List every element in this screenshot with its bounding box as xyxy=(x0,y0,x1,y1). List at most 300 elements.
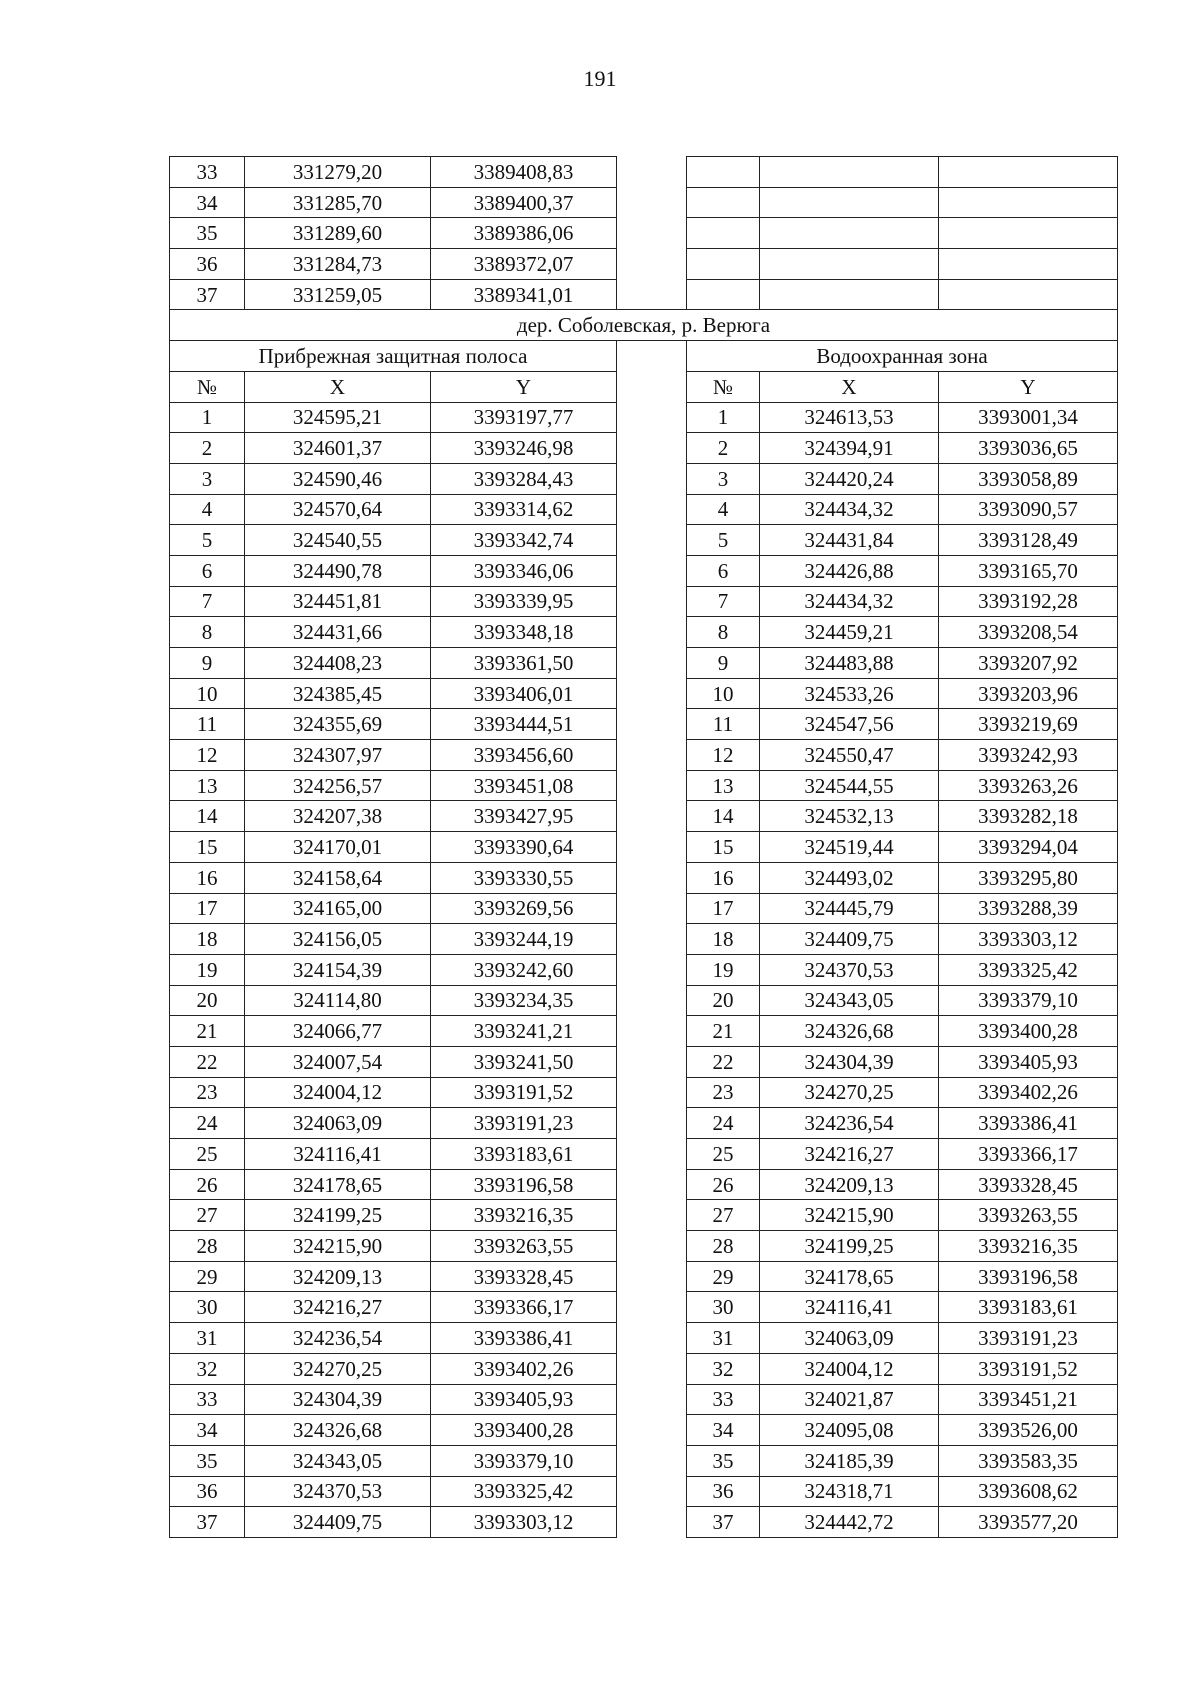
y-coordinate-cell: 3389341,01 xyxy=(431,279,617,310)
x-coordinate-cell: 324165,00 xyxy=(245,893,431,924)
y-coordinate-cell: 3393346,06 xyxy=(431,555,617,586)
y-coordinate-cell: 3393314,62 xyxy=(431,494,617,525)
point-number-cell: 28 xyxy=(170,1231,245,1262)
y-coordinate-cell: 3393234,35 xyxy=(431,985,617,1016)
column-gap xyxy=(617,525,687,556)
section-title: дер. Соболевская, р. Верюга xyxy=(170,310,1118,341)
y-coordinate-cell: 3393207,92 xyxy=(939,648,1118,679)
table-row xyxy=(170,555,1118,586)
table-row xyxy=(170,770,1118,801)
y-coordinate-cell: 3393608,62 xyxy=(939,1476,1118,1507)
table-row xyxy=(170,1200,1118,1231)
y-coordinate-cell: 3389372,07 xyxy=(431,249,617,280)
y-coordinate-cell: 3393196,58 xyxy=(939,1261,1118,1292)
point-number-cell: 34 xyxy=(170,1415,245,1446)
table-row xyxy=(170,954,1118,985)
x-coordinate-cell: 324343,05 xyxy=(760,985,939,1016)
point-number-cell: 23 xyxy=(687,1077,760,1108)
x-coordinate-cell: 324095,08 xyxy=(760,1415,939,1446)
point-number-cell: 25 xyxy=(170,1139,245,1170)
x-coordinate-cell: 324532,13 xyxy=(760,801,939,832)
x-coordinate-cell: 331285,70 xyxy=(245,187,431,218)
column-gap xyxy=(617,1507,687,1538)
y-coordinate-cell: 3393295,80 xyxy=(939,862,1118,893)
table-row xyxy=(170,862,1118,893)
point-number-cell: 18 xyxy=(170,924,245,955)
point-number-cell: 16 xyxy=(170,862,245,893)
x-coordinate-cell: 324170,01 xyxy=(245,832,431,863)
table-row xyxy=(170,1016,1118,1047)
x-coordinate-cell: 324408,23 xyxy=(245,648,431,679)
table-row xyxy=(170,1292,1118,1323)
table-row xyxy=(170,1077,1118,1108)
column-gap xyxy=(617,740,687,771)
y-header: Y xyxy=(431,371,617,402)
y-coordinate-cell: 3389408,83 xyxy=(431,157,617,188)
y-coordinate-cell: 3393402,26 xyxy=(939,1077,1118,1108)
x-coordinate-cell: 324154,39 xyxy=(245,954,431,985)
y-coordinate-cell: 3393246,98 xyxy=(431,433,617,464)
x-coordinate-cell: 324409,75 xyxy=(245,1507,431,1538)
y-coordinate-cell: 3393216,35 xyxy=(939,1231,1118,1262)
x-coordinate-cell: 324431,66 xyxy=(245,617,431,648)
point-number-cell: 8 xyxy=(687,617,760,648)
column-gap xyxy=(617,1476,687,1507)
point-number-cell: 5 xyxy=(687,525,760,556)
x-coordinate-cell: 331289,60 xyxy=(245,218,431,249)
table-row xyxy=(170,1231,1118,1262)
empty-cell xyxy=(760,249,939,280)
point-number-cell: 27 xyxy=(687,1200,760,1231)
point-number-cell: 33 xyxy=(687,1384,760,1415)
x-coordinate-cell: 324063,09 xyxy=(245,1108,431,1139)
y-coordinate-cell: 3393451,21 xyxy=(939,1384,1118,1415)
point-number-cell: 23 xyxy=(170,1077,245,1108)
y-coordinate-cell: 3393451,08 xyxy=(431,770,617,801)
x-coordinate-cell: 324326,68 xyxy=(760,1016,939,1047)
point-number-cell: 37 xyxy=(687,1507,760,1538)
y-coordinate-cell: 3393282,18 xyxy=(939,801,1118,832)
point-number-header: № xyxy=(687,371,760,402)
table-row xyxy=(170,1261,1118,1292)
x-coordinate-cell: 324409,75 xyxy=(760,924,939,955)
point-number-cell: 14 xyxy=(687,801,760,832)
y-coordinate-cell: 3393386,41 xyxy=(939,1108,1118,1139)
column-gap xyxy=(617,586,687,617)
column-gap xyxy=(617,1415,687,1446)
y-coordinate-cell: 3393328,45 xyxy=(431,1261,617,1292)
x-coordinate-cell: 324178,65 xyxy=(245,1169,431,1200)
point-number-cell: 32 xyxy=(687,1353,760,1384)
x-coordinate-cell: 324216,27 xyxy=(245,1292,431,1323)
table-row xyxy=(170,218,1118,249)
y-coordinate-cell: 3393263,26 xyxy=(939,770,1118,801)
x-header: X xyxy=(245,371,431,402)
point-number-cell: 12 xyxy=(687,740,760,771)
empty-cell xyxy=(939,218,1118,249)
coordinates-table xyxy=(169,156,1118,1538)
point-number-cell: 18 xyxy=(687,924,760,955)
empty-cell xyxy=(760,218,939,249)
column-gap xyxy=(617,1445,687,1476)
column-gap xyxy=(617,954,687,985)
column-gap xyxy=(617,371,687,402)
empty-cell xyxy=(687,279,760,310)
x-coordinate-cell: 324601,37 xyxy=(245,433,431,464)
column-gap xyxy=(617,893,687,924)
x-coordinate-cell: 324215,90 xyxy=(760,1200,939,1231)
y-coordinate-cell: 3393241,50 xyxy=(431,1046,617,1077)
point-number-cell: 1 xyxy=(170,402,245,433)
point-number-cell: 14 xyxy=(170,801,245,832)
table-row xyxy=(170,187,1118,218)
point-number-cell: 29 xyxy=(687,1261,760,1292)
table-row xyxy=(170,648,1118,679)
column-gap xyxy=(617,678,687,709)
x-coordinate-cell: 324490,78 xyxy=(245,555,431,586)
point-number-cell: 2 xyxy=(170,433,245,464)
y-coordinate-cell: 3393325,42 xyxy=(431,1476,617,1507)
y-coordinate-cell: 3393361,50 xyxy=(431,648,617,679)
column-gap xyxy=(617,494,687,525)
point-number-cell: 10 xyxy=(687,678,760,709)
y-coordinate-cell: 3393405,93 xyxy=(939,1046,1118,1077)
table-row xyxy=(170,402,1118,433)
y-coordinate-cell: 3393444,51 xyxy=(431,709,617,740)
x-coordinate-cell: 324483,88 xyxy=(760,648,939,679)
x-coordinate-cell: 324066,77 xyxy=(245,1016,431,1047)
column-gap xyxy=(617,402,687,433)
point-number-cell: 17 xyxy=(687,893,760,924)
section-title-row xyxy=(170,310,1118,341)
column-gap xyxy=(617,1046,687,1077)
table-row xyxy=(170,494,1118,525)
point-number-cell: 35 xyxy=(170,1445,245,1476)
y-coordinate-cell: 3393328,45 xyxy=(939,1169,1118,1200)
y-coordinate-cell: 3393402,26 xyxy=(431,1353,617,1384)
point-number-cell: 7 xyxy=(687,586,760,617)
y-coordinate-cell: 3393577,20 xyxy=(939,1507,1118,1538)
point-number-cell: 19 xyxy=(687,954,760,985)
x-coordinate-cell: 324318,71 xyxy=(760,1476,939,1507)
point-number-cell: 33 xyxy=(170,1384,245,1415)
y-coordinate-cell: 3393191,23 xyxy=(431,1108,617,1139)
point-number-cell: 37 xyxy=(170,279,245,310)
point-number-cell: 31 xyxy=(170,1323,245,1354)
point-number-cell: 26 xyxy=(170,1169,245,1200)
y-coordinate-cell: 3393183,61 xyxy=(939,1292,1118,1323)
point-number-cell: 31 xyxy=(687,1323,760,1354)
x-coordinate-cell: 324116,41 xyxy=(760,1292,939,1323)
y-coordinate-cell: 3393241,21 xyxy=(431,1016,617,1047)
table-row xyxy=(170,279,1118,310)
point-number-cell: 13 xyxy=(687,770,760,801)
table-row xyxy=(170,1108,1118,1139)
x-coordinate-cell: 324426,88 xyxy=(760,555,939,586)
x-coordinate-cell: 324451,81 xyxy=(245,586,431,617)
y-coordinate-cell: 3393244,19 xyxy=(431,924,617,955)
point-number-cell: 19 xyxy=(170,954,245,985)
column-gap xyxy=(617,555,687,586)
point-number-cell: 30 xyxy=(170,1292,245,1323)
point-number-cell: 22 xyxy=(170,1046,245,1077)
y-coordinate-cell: 3393583,35 xyxy=(939,1445,1118,1476)
y-coordinate-cell: 3393330,55 xyxy=(431,862,617,893)
point-number-cell: 17 xyxy=(170,893,245,924)
header-row xyxy=(170,371,1118,402)
y-coordinate-cell: 3393294,04 xyxy=(939,832,1118,863)
y-coordinate-cell: 3393196,58 xyxy=(431,1169,617,1200)
point-number-cell: 29 xyxy=(170,1261,245,1292)
x-coordinate-cell: 324420,24 xyxy=(760,463,939,494)
y-coordinate-cell: 3393216,35 xyxy=(431,1200,617,1231)
column-gap xyxy=(617,1169,687,1200)
column-gap xyxy=(617,218,687,249)
x-coordinate-cell: 324216,27 xyxy=(760,1139,939,1170)
table-row xyxy=(170,157,1118,188)
point-number-cell: 34 xyxy=(687,1415,760,1446)
point-number-cell: 15 xyxy=(687,832,760,863)
coordinates-table-body xyxy=(170,157,1118,1538)
y-coordinate-cell: 3393400,28 xyxy=(431,1415,617,1446)
column-gap xyxy=(617,617,687,648)
x-coordinate-cell: 324236,54 xyxy=(245,1323,431,1354)
x-coordinate-cell: 324199,25 xyxy=(760,1231,939,1262)
column-gap xyxy=(617,709,687,740)
point-number-cell: 33 xyxy=(170,157,245,188)
x-coordinate-cell: 324445,79 xyxy=(760,893,939,924)
table-row xyxy=(170,1353,1118,1384)
x-coordinate-cell: 324021,87 xyxy=(760,1384,939,1415)
point-number-cell: 25 xyxy=(687,1139,760,1170)
x-coordinate-cell: 324613,53 xyxy=(760,402,939,433)
x-coordinate-cell: 324590,46 xyxy=(245,463,431,494)
x-coordinate-cell: 324270,25 xyxy=(245,1353,431,1384)
x-coordinate-cell: 324207,38 xyxy=(245,801,431,832)
x-coordinate-cell: 324459,21 xyxy=(760,617,939,648)
table-row xyxy=(170,1445,1118,1476)
point-number-cell: 30 xyxy=(687,1292,760,1323)
column-gap xyxy=(617,249,687,280)
x-coordinate-cell: 324215,90 xyxy=(245,1231,431,1262)
column-gap xyxy=(617,1353,687,1384)
y-coordinate-cell: 3393366,17 xyxy=(431,1292,617,1323)
point-number-cell: 1 xyxy=(687,402,760,433)
table-row xyxy=(170,709,1118,740)
table-row xyxy=(170,1169,1118,1200)
point-number-cell: 6 xyxy=(170,555,245,586)
x-coordinate-cell: 324209,13 xyxy=(245,1261,431,1292)
x-coordinate-cell: 324442,72 xyxy=(760,1507,939,1538)
y-coordinate-cell: 3393303,12 xyxy=(431,1507,617,1538)
x-coordinate-cell: 324199,25 xyxy=(245,1200,431,1231)
empty-cell xyxy=(687,157,760,188)
y-header: Y xyxy=(939,371,1118,402)
point-number-cell: 10 xyxy=(170,678,245,709)
x-header: X xyxy=(760,371,939,402)
y-coordinate-cell: 3393288,39 xyxy=(939,893,1118,924)
table-row xyxy=(170,433,1118,464)
table-row xyxy=(170,249,1118,280)
point-number-cell: 36 xyxy=(687,1476,760,1507)
table-row xyxy=(170,832,1118,863)
x-coordinate-cell: 324519,44 xyxy=(760,832,939,863)
y-coordinate-cell: 3393406,01 xyxy=(431,678,617,709)
column-gap xyxy=(617,862,687,893)
x-coordinate-cell: 324343,05 xyxy=(245,1445,431,1476)
table-row xyxy=(170,586,1118,617)
water-protection-zone-title: Водоохранная зона xyxy=(687,341,1118,372)
column-gap xyxy=(617,770,687,801)
point-number-cell: 16 xyxy=(687,862,760,893)
x-coordinate-cell: 324493,02 xyxy=(760,862,939,893)
table-row xyxy=(170,924,1118,955)
point-number-cell: 9 xyxy=(170,648,245,679)
point-number-cell: 15 xyxy=(170,832,245,863)
x-coordinate-cell: 324370,53 xyxy=(245,1476,431,1507)
x-coordinate-cell: 324236,54 xyxy=(760,1108,939,1139)
table-row xyxy=(170,525,1118,556)
point-number-cell: 35 xyxy=(687,1445,760,1476)
empty-cell xyxy=(939,157,1118,188)
y-coordinate-cell: 3393405,93 xyxy=(431,1384,617,1415)
column-gap xyxy=(617,279,687,310)
table-row xyxy=(170,740,1118,771)
point-number-cell: 4 xyxy=(170,494,245,525)
column-gap xyxy=(617,985,687,1016)
column-gap xyxy=(617,463,687,494)
point-number-cell: 12 xyxy=(170,740,245,771)
table-row xyxy=(170,1139,1118,1170)
column-gap xyxy=(617,1108,687,1139)
point-number-cell: 36 xyxy=(170,249,245,280)
x-coordinate-cell: 324116,41 xyxy=(245,1139,431,1170)
point-number-cell: 36 xyxy=(170,1476,245,1507)
x-coordinate-cell: 324307,97 xyxy=(245,740,431,771)
point-number-cell: 9 xyxy=(687,648,760,679)
column-gap xyxy=(617,1261,687,1292)
empty-cell xyxy=(939,279,1118,310)
table-row xyxy=(170,893,1118,924)
point-number-cell: 37 xyxy=(170,1507,245,1538)
x-coordinate-cell: 324004,12 xyxy=(760,1353,939,1384)
y-coordinate-cell: 3393284,43 xyxy=(431,463,617,494)
x-coordinate-cell: 331259,05 xyxy=(245,279,431,310)
x-coordinate-cell: 324385,45 xyxy=(245,678,431,709)
y-coordinate-cell: 3393400,28 xyxy=(939,1016,1118,1047)
y-coordinate-cell: 3393128,49 xyxy=(939,525,1118,556)
y-coordinate-cell: 3393058,89 xyxy=(939,463,1118,494)
point-number-cell: 6 xyxy=(687,555,760,586)
y-coordinate-cell: 3393191,52 xyxy=(431,1077,617,1108)
table-row xyxy=(170,1415,1118,1446)
y-coordinate-cell: 3393303,12 xyxy=(939,924,1118,955)
point-number-cell: 24 xyxy=(170,1108,245,1139)
x-coordinate-cell: 324304,39 xyxy=(245,1384,431,1415)
y-coordinate-cell: 3393379,10 xyxy=(939,985,1118,1016)
y-coordinate-cell: 3393379,10 xyxy=(431,1445,617,1476)
point-number-cell: 3 xyxy=(170,463,245,494)
point-number-cell: 24 xyxy=(687,1108,760,1139)
point-number-cell: 20 xyxy=(170,985,245,1016)
x-coordinate-cell: 324434,32 xyxy=(760,586,939,617)
y-coordinate-cell: 3393197,77 xyxy=(431,402,617,433)
x-coordinate-cell: 324007,54 xyxy=(245,1046,431,1077)
x-coordinate-cell: 324550,47 xyxy=(760,740,939,771)
y-coordinate-cell: 3393001,34 xyxy=(939,402,1118,433)
y-coordinate-cell: 3393325,42 xyxy=(939,954,1118,985)
column-gap xyxy=(617,1384,687,1415)
point-number-cell: 4 xyxy=(687,494,760,525)
y-coordinate-cell: 3393263,55 xyxy=(431,1231,617,1262)
empty-cell xyxy=(687,187,760,218)
column-gap xyxy=(617,341,687,372)
x-coordinate-cell: 324370,53 xyxy=(760,954,939,985)
y-coordinate-cell: 3393090,57 xyxy=(939,494,1118,525)
empty-cell xyxy=(939,249,1118,280)
x-coordinate-cell: 324178,65 xyxy=(760,1261,939,1292)
table-row xyxy=(170,1384,1118,1415)
x-coordinate-cell: 324326,68 xyxy=(245,1415,431,1446)
y-coordinate-cell: 3393192,28 xyxy=(939,586,1118,617)
y-coordinate-cell: 3393242,93 xyxy=(939,740,1118,771)
x-coordinate-cell: 324114,80 xyxy=(245,985,431,1016)
column-gap xyxy=(617,924,687,955)
column-gap xyxy=(617,1323,687,1354)
y-coordinate-cell: 3393390,64 xyxy=(431,832,617,863)
x-coordinate-cell: 324185,39 xyxy=(760,1445,939,1476)
x-coordinate-cell: 331279,20 xyxy=(245,157,431,188)
y-coordinate-cell: 3393342,74 xyxy=(431,525,617,556)
point-number-cell: 32 xyxy=(170,1353,245,1384)
column-gap xyxy=(617,1200,687,1231)
table-row xyxy=(170,1507,1118,1538)
point-number-cell: 2 xyxy=(687,433,760,464)
x-coordinate-cell: 324533,26 xyxy=(760,678,939,709)
point-number-cell: 11 xyxy=(170,709,245,740)
empty-cell xyxy=(760,187,939,218)
y-coordinate-cell: 3393348,18 xyxy=(431,617,617,648)
x-coordinate-cell: 324431,84 xyxy=(760,525,939,556)
column-gap xyxy=(617,433,687,464)
x-coordinate-cell: 324355,69 xyxy=(245,709,431,740)
y-coordinate-cell: 3393242,60 xyxy=(431,954,617,985)
empty-cell xyxy=(687,249,760,280)
y-coordinate-cell: 3393165,70 xyxy=(939,555,1118,586)
column-gap xyxy=(617,157,687,188)
y-coordinate-cell: 3393191,23 xyxy=(939,1323,1118,1354)
x-coordinate-cell: 324209,13 xyxy=(760,1169,939,1200)
table-row xyxy=(170,463,1118,494)
x-coordinate-cell: 324156,05 xyxy=(245,924,431,955)
x-coordinate-cell: 324063,09 xyxy=(760,1323,939,1354)
column-gap xyxy=(617,1016,687,1047)
x-coordinate-cell: 324270,25 xyxy=(760,1077,939,1108)
y-coordinate-cell: 3393526,00 xyxy=(939,1415,1118,1446)
table-row xyxy=(170,678,1118,709)
table-row xyxy=(170,1046,1118,1077)
point-number-cell: 34 xyxy=(170,187,245,218)
point-number-cell: 7 xyxy=(170,586,245,617)
point-number-cell: 3 xyxy=(687,463,760,494)
empty-cell xyxy=(760,157,939,188)
page-number: 191 xyxy=(583,66,617,91)
column-gap xyxy=(617,801,687,832)
column-gap xyxy=(617,1139,687,1170)
point-number-cell: 11 xyxy=(687,709,760,740)
column-gap xyxy=(617,1077,687,1108)
empty-cell xyxy=(939,187,1118,218)
